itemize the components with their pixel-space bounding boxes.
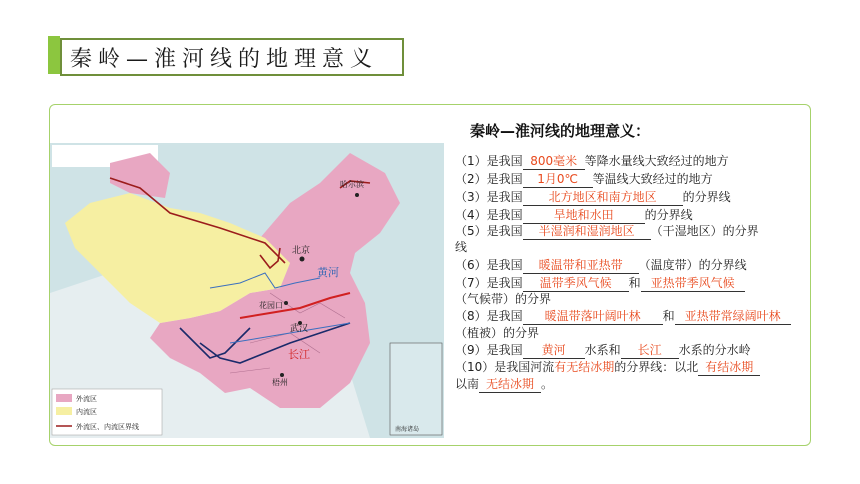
line-9-pre: （9）是我国	[455, 343, 523, 357]
label-huanghe: 黄河	[317, 266, 339, 279]
label-beijing: 北京	[292, 246, 311, 256]
line-7-cont	[455, 290, 551, 307]
line-8	[455, 307, 791, 325]
line-9-mid: 水系和	[584, 343, 621, 357]
line-6-post: （温度带）的分界线	[638, 258, 747, 272]
line-5-post: （干湿地区）的分界	[650, 224, 759, 238]
line-8-mid: 和	[662, 309, 675, 323]
line-10	[455, 358, 760, 376]
line-7-pre: （7）是我国	[455, 276, 523, 290]
line-3-post: 的分界线	[682, 190, 731, 204]
label-huayuankou: 花园口	[259, 301, 283, 310]
legend-label-interior: 内流区	[76, 408, 97, 416]
line-7-mid: 和	[628, 276, 641, 290]
line-6	[455, 256, 747, 274]
line-9-answer-2: 长江	[621, 341, 679, 359]
line-1-post: 等降水量线大致经过的地方	[584, 154, 729, 168]
line-7-answer-1: 温带季风气候	[523, 274, 629, 292]
line-5-cont	[455, 238, 467, 255]
line-2-pre: （2）是我国	[455, 172, 523, 186]
harbin-marker	[355, 193, 359, 197]
line-10-cont-post: 。	[541, 377, 554, 391]
legend-label-exterior: 外流区	[76, 395, 97, 403]
huayuankou-marker	[284, 301, 288, 305]
line-5-answer: 半湿润和湿润地区	[523, 222, 651, 240]
line-5-cont-text: 线	[455, 240, 468, 254]
label-changjiang: 长江	[288, 348, 310, 361]
line-5	[455, 222, 759, 240]
label-nanhai: 南海诸岛	[395, 426, 420, 433]
line-2-post: 等温线大致经过的地方	[592, 172, 713, 186]
line-4-answer: 旱地和水田	[523, 206, 645, 224]
line-10-cont	[455, 375, 553, 393]
line-7-cont-text: （气候带）的分界	[455, 292, 552, 306]
line-8-answer-1: 暖温带落叶阔叶林	[523, 307, 663, 325]
line-4-post: 的分界线	[644, 208, 693, 222]
south-sea-inset	[390, 343, 442, 435]
line-4-pre: （4）是我国	[455, 208, 523, 222]
page-title	[60, 38, 404, 76]
line-9	[455, 341, 751, 359]
line-3-answer: 北方地区和南方地区	[523, 188, 683, 206]
line-1	[455, 152, 729, 170]
beijing-marker	[300, 257, 305, 262]
line-8-cont	[455, 324, 539, 341]
line-10-cont-pre: 以南	[455, 377, 480, 391]
line-7-answer-2: 亚热带季风气候	[641, 274, 745, 292]
legend-label-boundary: 外流区、内流区界线	[76, 423, 139, 431]
line-1-answer: 800毫米	[523, 152, 585, 170]
line-6-pre: （6）是我国	[455, 258, 523, 272]
line-9-answer-1: 黄河	[523, 341, 585, 359]
title-accent-bar	[48, 36, 60, 74]
line-9-post: 水系的分水岭	[678, 343, 751, 357]
line-5-pre: （5）是我国	[455, 224, 523, 238]
china-map	[50, 143, 444, 438]
label-wuzhou: 梧州	[272, 378, 288, 387]
line-2	[455, 170, 713, 188]
line-6-answer: 暖温带和亚热带	[523, 256, 639, 274]
line-10-answer-1: 有无结冰期	[554, 360, 615, 374]
content-heading: 秦岭—淮河线的地理意义：	[470, 122, 651, 140]
line-2-answer: 1月0℃	[523, 170, 593, 188]
line-8-answer-2: 亚热带常绿阔叶林	[675, 307, 791, 325]
line-3-pre: （3）是我国	[455, 190, 523, 204]
legend-swatch-exterior	[56, 394, 72, 402]
page-title-text: 秦岭—淮河线的地理意义	[70, 46, 379, 72]
line-3	[455, 188, 731, 206]
label-harbin: 哈尔滨	[340, 180, 364, 189]
line-8-pre: （8）是我国	[455, 309, 523, 323]
line-10-pre: （10）是我国河流	[455, 360, 555, 374]
line-10-answer-2: 有结冰期	[698, 358, 760, 376]
legend-swatch-interior	[56, 407, 72, 415]
label-wuhan: 武汉	[290, 324, 309, 334]
line-10-cont-answer: 无结冰期	[479, 375, 541, 393]
line-1-pre: （1）是我国	[455, 154, 523, 168]
wuzhou-marker	[280, 373, 284, 377]
line-10-post: 的分界线：以北	[614, 360, 699, 374]
line-8-cont-text: （植被）的分界	[455, 326, 540, 340]
